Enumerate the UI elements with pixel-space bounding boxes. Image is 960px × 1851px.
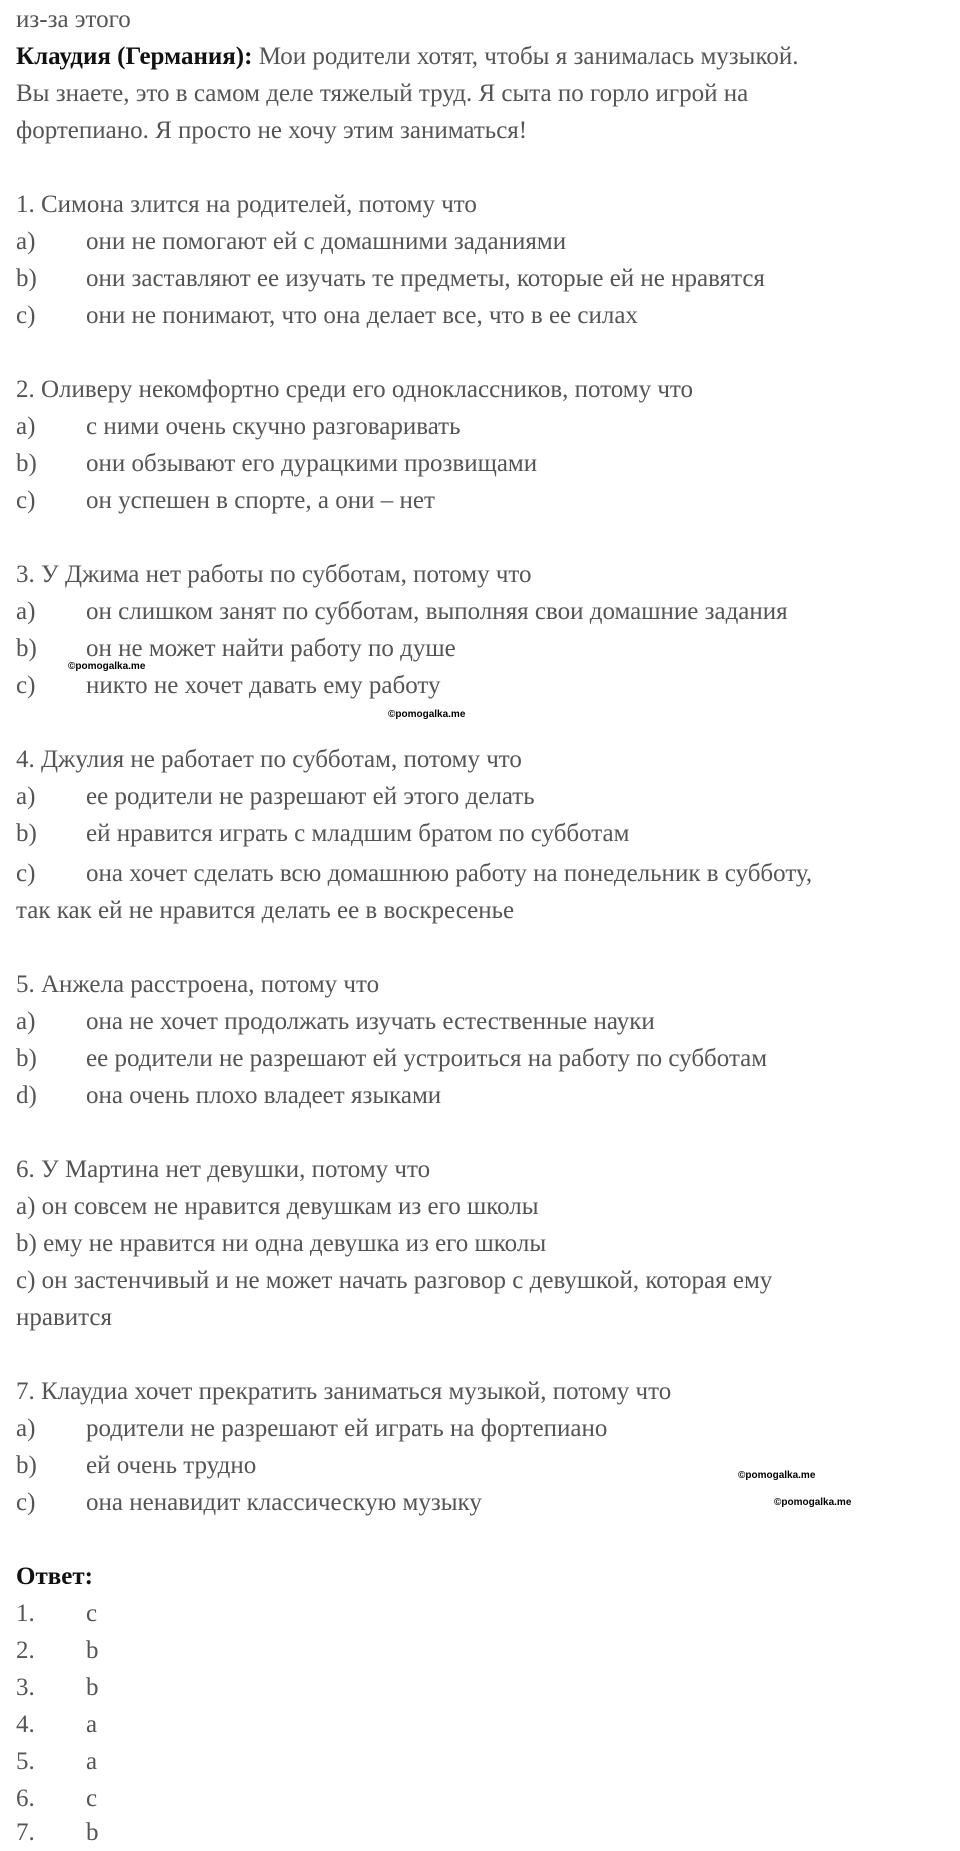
question-text: 1. Симона злится на родителей, потому что <box>16 191 477 218</box>
answer-number: 3. <box>16 1674 35 1701</box>
option-text: ей очень трудно <box>86 1452 257 1479</box>
option-marker: b) <box>16 450 37 477</box>
option-text: они обзывают его дурацкими прозвищами <box>86 450 538 477</box>
answer-item <box>16 1670 99 1706</box>
option-marker: b) <box>16 820 37 847</box>
speaker-name: Клаудия (Германия): <box>16 43 253 70</box>
answer-option <box>16 1226 546 1262</box>
answer-option <box>16 261 765 297</box>
answer-item <box>16 1596 97 1632</box>
answer-option <box>16 779 535 815</box>
option-marker: b) <box>16 1045 37 1072</box>
watermark: ©pomogalka.me <box>388 709 466 720</box>
option-text: он застенчивый и не может начать разговор с девушкой, которая ему <box>41 1267 773 1294</box>
answer-number: 4. <box>16 1711 35 1738</box>
question-text: 3. У Джима нет работы по субботам, потому что <box>16 561 532 588</box>
answer-option <box>16 1411 607 1447</box>
option-text-continued: так как ей не нравится делать ее в воскресенье <box>16 897 515 924</box>
intro-line: из-за этого <box>16 6 131 33</box>
option-text: они не понимают, что она делает все, что в ее силах <box>86 302 638 329</box>
answer-value: c <box>86 1600 98 1627</box>
answer-option <box>16 483 435 519</box>
answer-option <box>16 816 629 852</box>
option-marker: a) <box>16 413 36 440</box>
answer-value: b <box>86 1637 99 1664</box>
answer-option <box>16 409 461 445</box>
answer-option <box>16 1078 441 1114</box>
answer-number: 7. <box>16 1819 35 1846</box>
option-text: она очень плохо владеет языками <box>86 1082 442 1109</box>
answer-option <box>16 668 440 704</box>
intro-line <box>16 39 798 75</box>
question-text: 2. Оливеру некомфортно среди его одноклассников, потому что <box>16 376 694 403</box>
answers-heading: Ответ: <box>16 1563 93 1590</box>
question-text: 5. Анжела расстроена, потому что <box>16 971 380 998</box>
question-text: 4. Джулия не работает по субботам, потому что <box>16 746 522 773</box>
watermark: ©pomogalka.me <box>68 661 146 672</box>
question-text: 6. У Мартина нет девушки, потому что <box>16 1156 431 1183</box>
option-marker: a) <box>16 228 36 255</box>
option-marker: a) <box>16 1415 36 1442</box>
option-text: она хочет сделать всю домашнюю работу на понедельник в субботу, <box>86 860 813 887</box>
option-marker: c) <box>16 860 36 887</box>
answer-value: b <box>86 1674 99 1701</box>
option-text: ей нравится играть с младшим братом по субботам <box>86 820 630 847</box>
answer-item <box>16 1707 97 1743</box>
watermark: ©pomogalka.me <box>738 1470 816 1481</box>
option-text: он совсем не нравится девушкам из его школы <box>41 1193 539 1220</box>
option-text: он не может найти работу по душе <box>86 635 456 662</box>
answer-value: a <box>86 1711 98 1738</box>
option-marker: b) <box>16 265 37 292</box>
option-marker: c) <box>16 1489 36 1516</box>
option-text: она ненавидит классическую музыку <box>86 1489 482 1516</box>
answer-item <box>16 1815 99 1851</box>
answer-number: 1. <box>16 1600 35 1627</box>
intro-line: фортепиано. Я просто не хочу этим заниматься! <box>16 117 528 144</box>
answer-option <box>16 1448 256 1484</box>
option-text: он слишком занят по субботам, выполняя свои домашние задания <box>86 598 788 625</box>
option-text: родители не разрешают ей играть на фортепиано <box>86 1415 608 1442</box>
option-text-continued: нравится <box>16 1304 112 1331</box>
answer-option <box>16 1263 772 1299</box>
option-marker: b) <box>16 1452 37 1479</box>
answer-number: 2. <box>16 1637 35 1664</box>
option-text: они заставляют ее изучать те предметы, которые ей не нравятся <box>86 265 765 292</box>
option-marker: a) <box>16 1193 36 1220</box>
option-marker: c) <box>16 1267 36 1294</box>
intro-line: Вы знаете, это в самом деле тяжелый труд. Я сыта по горло игрой на <box>16 80 749 107</box>
question-text: 7. Клаудиа хочет прекратить заниматься музыкой, потому что <box>16 1378 672 1405</box>
answer-value: a <box>86 1748 98 1775</box>
answer-item <box>16 1781 97 1817</box>
speaker-text: Мои родители хотят, чтобы я занималась музыкой. <box>252 43 799 70</box>
option-text: она не хочет продолжать изучать естественные науки <box>86 1008 655 1035</box>
answer-option <box>16 446 537 482</box>
option-text: ему не нравится ни одна девушка из его школы <box>43 1230 547 1257</box>
option-text: с ними очень скучно разговаривать <box>86 413 461 440</box>
answer-option <box>16 856 812 892</box>
answer-option <box>16 1189 539 1225</box>
option-text: он успешен в спорте, а они – нет <box>86 487 435 514</box>
option-marker: b) <box>16 1230 37 1257</box>
answer-option <box>16 298 638 334</box>
option-marker: d) <box>16 1082 37 1109</box>
option-marker: c) <box>16 672 36 699</box>
answer-value: c <box>86 1785 98 1812</box>
option-marker: c) <box>16 302 36 329</box>
option-marker: c) <box>16 487 36 514</box>
answer-option <box>16 1485 482 1521</box>
answer-value: b <box>86 1819 99 1846</box>
answer-item <box>16 1744 97 1780</box>
answer-option <box>16 1004 655 1040</box>
option-text: ее родители не разрешают ей этого делать <box>86 783 535 810</box>
option-marker: b) <box>16 635 37 662</box>
answer-number: 6. <box>16 1785 35 1812</box>
answer-option <box>16 1041 767 1077</box>
option-marker: a) <box>16 783 36 810</box>
answer-option <box>16 224 566 260</box>
option-marker: a) <box>16 1008 36 1035</box>
option-text: ее родители не разрешают ей устроиться на работу по субботам <box>86 1045 768 1072</box>
option-text: они не помогают ей с домашними заданиями <box>86 228 567 255</box>
answer-item <box>16 1633 99 1669</box>
answer-number: 5. <box>16 1748 35 1775</box>
option-marker: a) <box>16 598 36 625</box>
answer-option <box>16 594 788 630</box>
watermark: ©pomogalka.me <box>774 1497 852 1508</box>
option-text: никто не хочет давать ему работу <box>86 672 441 699</box>
